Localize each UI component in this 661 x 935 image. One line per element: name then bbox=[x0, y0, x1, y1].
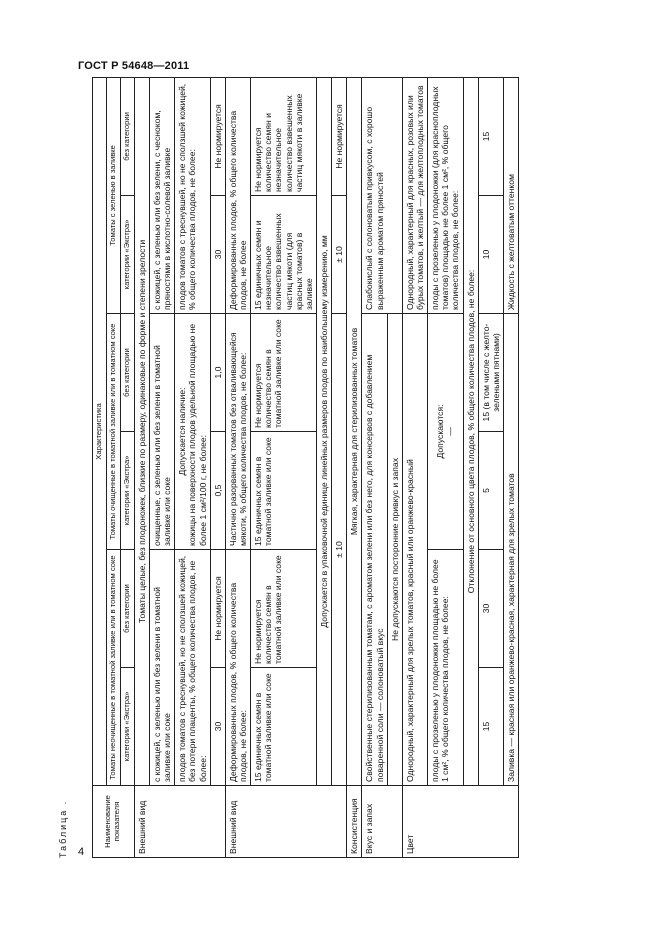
vid2-allowed: Допускается в упаковочной единице линейных размеров плодов по наибольшему измерению, мм bbox=[316, 77, 331, 785]
row-label-vid1: Внешний вид bbox=[134, 786, 225, 858]
vid1-g1-extra: 30 bbox=[210, 668, 225, 786]
color-deviation: Отклонение от основного цвета плодов, % общего количества плодов, не более: bbox=[463, 77, 478, 785]
vid2-g2-extra: 15 единичных семян в томатной заливке или соке bbox=[251, 432, 317, 550]
color-g3-detail: плоды с прозеленью у плодоножки (для краснoплодных томатов) площадью не более 1 см², % общего количества плодов, не более: bbox=[428, 77, 463, 313]
vid2-g3-tol-nocat: Не нормируется bbox=[332, 77, 347, 195]
col-name-header: Наименование показателя bbox=[93, 786, 135, 858]
page-number: 4 bbox=[78, 846, 85, 858]
rotated-table-block bbox=[58, 78, 578, 858]
color-allowed: Допускаются: bbox=[435, 404, 446, 459]
vid2-g1-def: Деформированных плодов, % общего количества плодов, не более: bbox=[225, 550, 250, 786]
g2-nocat-header: без категории bbox=[120, 314, 134, 432]
vid1-g1-nocat: Не нормируется bbox=[210, 550, 225, 668]
taste-g3: Слабокислый с солоноватым привкусом, с хорошо выраженным ароматом пряностей bbox=[362, 77, 402, 313]
color-g3: Однородный, характерный для красных, розовых или бурых томатов, и желтый — для желтоплодных томатов bbox=[402, 77, 427, 313]
vid1-allowed: Допускается наличие: bbox=[177, 387, 188, 476]
taste-note: Не допускаются посторонние привкус и запах bbox=[387, 314, 402, 786]
vid2-g3-nocat: Не нормируется количество семян и незначительное количество взвешенных частиц мякоти в заливке bbox=[251, 77, 317, 195]
g1-extra-header: категории «Экстра» bbox=[120, 668, 134, 786]
vid1-g2-extra: 0,5 bbox=[210, 432, 225, 550]
group1-header: Томаты неочищенные в томатной заливке или в томатном соке bbox=[106, 550, 120, 786]
vid1-g1-detail: плодов томатов с треснувшей, но не сползшей кожицей, без потери плаценты, % общего количества плодов, не более: bbox=[175, 550, 210, 786]
g1-nocat-header: без категории bbox=[120, 550, 134, 668]
vid1-intro: Томаты целые, без плодоножек, близкие по размеру, одинаковые по форме и степени зрелости bbox=[134, 77, 149, 785]
characteristics-table bbox=[92, 77, 519, 858]
vid2-g3-tolerance: ± 10 bbox=[332, 196, 347, 314]
row-label-vid2: Внешний вид bbox=[225, 786, 346, 858]
vid2-tolerance: ± 10 bbox=[332, 314, 347, 786]
col-characteristic-header: Характеристика bbox=[93, 77, 107, 785]
table-label: Таблица . bbox=[58, 799, 68, 858]
vid2-g2-def: Частично разорванных томатов без отваливающейся мякоти, % общего количества плодов, не более: bbox=[225, 314, 250, 550]
color-g1-nocat: 30 bbox=[478, 550, 503, 668]
vid1-g2-detail: кожицы на поверхности плодов удельной площадью не более 1 см²/100 г, не более: bbox=[187, 323, 208, 546]
color-g2-cell bbox=[428, 314, 463, 550]
vid1-g3-nocat: Не нормируется bbox=[210, 77, 225, 195]
color-g2-dash: — bbox=[445, 427, 456, 436]
color-g1-detail: плоды с прозеленью у плодоножки площадью не более 1 см², % общего количества плодов, не более: bbox=[428, 550, 463, 786]
group2-header: Томаты очищенные в томатной заливке или в томатном соке bbox=[106, 314, 120, 550]
document-header: ГОСТ Р 54648—2011 bbox=[78, 60, 190, 72]
g3-nocat-header: без категории bbox=[120, 77, 134, 195]
row-label-taste: Вкус и запах bbox=[362, 786, 402, 858]
color-g3-extra: 10 bbox=[478, 196, 503, 314]
color-fill-g3: Жидкость с желтоватым оттенком bbox=[503, 77, 518, 313]
color-g1: Однородный, характерный для зрелых томатов, красный или оранжево-красный bbox=[402, 314, 427, 786]
vid1-g3-text: с кожицей, с зеленью или без зелени, с чесноком, пряностями в кислотно-солевой заливке bbox=[150, 77, 175, 313]
vid2-g1-nocat: Не нормируется количество семян в томатной заливке или соке bbox=[251, 550, 317, 668]
g2-extra-header: категории «Экстра» bbox=[120, 432, 134, 550]
vid2-g1-extra: 15 единичных семян в томатной заливке или соке bbox=[251, 668, 317, 786]
color-fill: Заливка — красная или оранжево-красная, характерная для зрелых томатов bbox=[503, 314, 518, 786]
consistency-text: Мягкая, характерная для стерилизованных томатов bbox=[347, 77, 362, 785]
color-g3-nocat: 15 bbox=[478, 77, 503, 195]
vid2-g3-extra: 15 единичных семян и незначительное количество взвешенных частиц мякоти (для красных томатов) в заливке bbox=[251, 196, 317, 314]
group3-header: Томаты с зеленью в заливке bbox=[106, 77, 120, 313]
color-g2-nocat: 15 (в том числе с желто-зелеными пятнами) bbox=[478, 314, 503, 432]
vid1-g2-detail-cell bbox=[175, 314, 210, 550]
vid2-g3-def: Деформированных плодов, % общего количества плодов, не более bbox=[225, 77, 250, 313]
row-label-consistency: Консистенция bbox=[347, 786, 362, 858]
vid1-g3-detail: плодов томатов с треснувшей, но не сползшей кожицей, % общего количества плодов, не более: bbox=[175, 77, 210, 313]
taste-main: Свойственные стерилизованным томатам, с ароматом зелени или без него, для консервов с добавлением поваренной соли — солоноватый вкус bbox=[362, 314, 387, 786]
vid1-g2-nocat: 1,0 bbox=[210, 314, 225, 432]
color-g1-extra: 15 bbox=[478, 668, 503, 786]
color-g2-extra: 5 bbox=[478, 432, 503, 550]
vid1-g1-text: с кожицей, с зеленью или без зелени в томатной заливке или соке bbox=[150, 550, 175, 786]
vid1-g3-extra: 30 bbox=[210, 196, 225, 314]
vid1-g2-text: очищенные, с зеленью или без зелени в томатной заливке или соке bbox=[150, 314, 175, 550]
vid2-g2-nocat: Не нормируется количество семян в томатной заливке или соке bbox=[251, 314, 317, 432]
row-label-color: Цвет bbox=[402, 786, 518, 858]
g3-extra-header: категории «Экстра» bbox=[120, 196, 134, 314]
